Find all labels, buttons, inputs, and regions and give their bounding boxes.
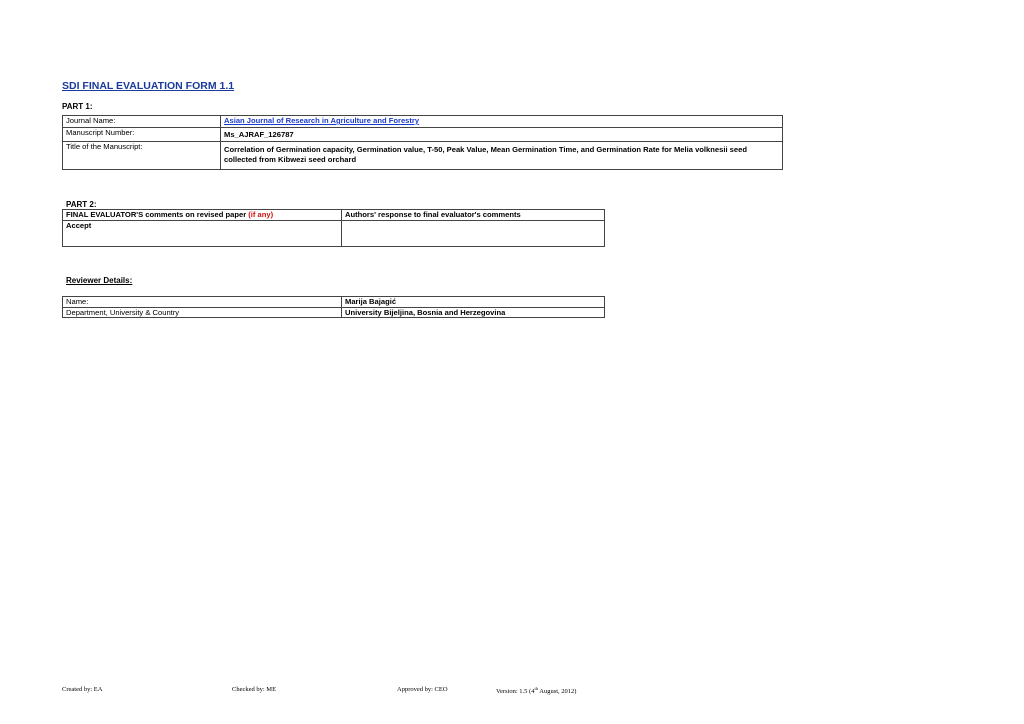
if-any-note: (if any) [248, 210, 274, 219]
footer-checked: Checked by: ME [232, 686, 277, 693]
table-row [63, 210, 605, 221]
manuscript-title-value: Correlation of Germination capacity, Germination value, T-50, Peak Value, Mean Germination Time, and Germination Rate for Melia volknesii seed collected from Kibwezi seed orchard [221, 142, 783, 170]
footer-created: Created by: EA [62, 686, 103, 693]
department-value: University Bijeljina, Bosnia and Herzegovina [342, 307, 605, 318]
part1-table [62, 115, 783, 170]
reviewer-name-label: Name: [63, 297, 342, 308]
evaluator-comments-header-text: FINAL EVALUATOR'S comments on revised paper [66, 210, 249, 219]
footer-version-prefix: Version: 1.5 (4 [496, 688, 535, 696]
table-row [63, 220, 605, 246]
journal-link[interactable]: Asian Journal of Research in Agriculture and Forestry [224, 116, 420, 125]
reviewer-table [62, 296, 605, 318]
part2-label: PART 2: [66, 200, 97, 209]
evaluator-comments-header [63, 210, 342, 221]
form-title: SDI FINAL EVALUATION FORM 1.1 [62, 80, 235, 92]
table-row [63, 297, 605, 308]
evaluator-comment-cell: Accept [63, 220, 342, 246]
footer-version [496, 686, 576, 695]
authors-response-header: Authors' response to final evaluator's comments [342, 210, 605, 221]
table-row [63, 128, 783, 142]
manuscript-number-label: Manuscript Number: [63, 128, 221, 142]
part1-label: PART 1: [62, 102, 93, 111]
journal-name-value [221, 116, 783, 128]
part2-table [62, 209, 605, 247]
department-label: Department, University & Country [63, 307, 342, 318]
table-row [63, 142, 783, 170]
table-row [63, 307, 605, 318]
manuscript-title-label: Title of the Manuscript: [63, 142, 221, 170]
footer-version-sup: th [534, 686, 538, 691]
table-row [63, 116, 783, 128]
manuscript-number-value: Ms_AJRAF_126787 [221, 128, 783, 142]
reviewer-name-value: Marija Bajagić [342, 297, 605, 308]
footer-approved: Approved by: CEO [397, 686, 448, 693]
authors-response-cell [342, 220, 605, 246]
reviewer-details-heading: Reviewer Details: [66, 276, 133, 285]
journal-name-label: Journal Name: [63, 116, 221, 128]
footer-version-suffix: August, 2012) [537, 688, 577, 696]
